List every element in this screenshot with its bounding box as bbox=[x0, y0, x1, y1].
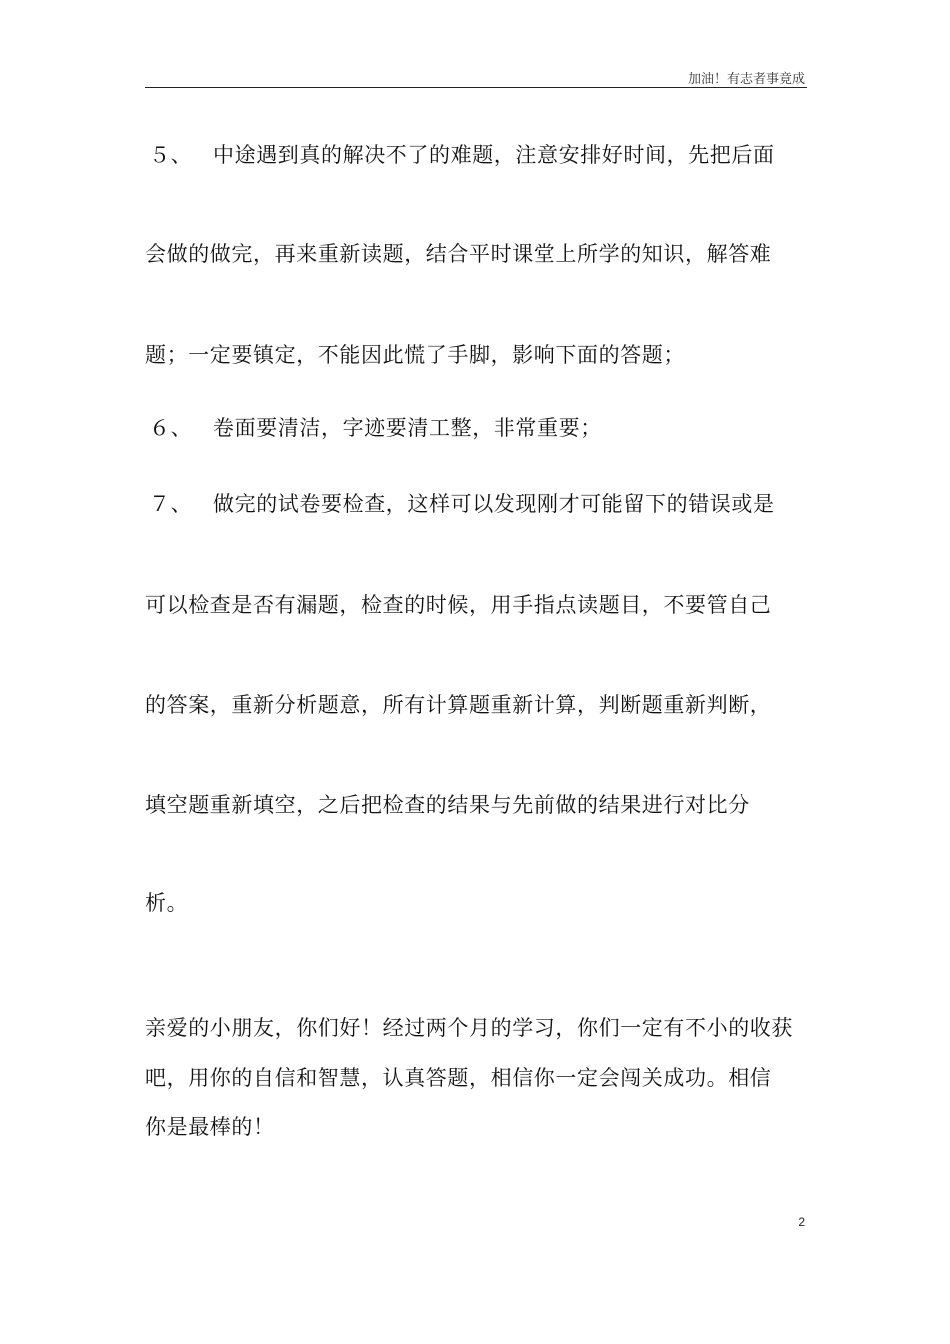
item-number: ５、 bbox=[149, 143, 193, 167]
item-5-line-3: 题；一定要镇定，不能因此慌了手脚，影响下面的答题； bbox=[145, 343, 685, 367]
item-5-line-1 bbox=[145, 139, 775, 169]
item-6-line-1 bbox=[145, 412, 602, 442]
item-number: ６、 bbox=[149, 416, 193, 440]
item-5-line-2: 会做的做完，再来重新读题，结合平时课堂上所学的知识，解答难 bbox=[145, 242, 772, 266]
page-number: 2 bbox=[798, 1215, 805, 1229]
item-text: 做完的试卷要检查，这样可以发现刚才可能留下的错误或是 bbox=[213, 492, 775, 516]
item-text: 卷面要清洁，字迹要清工整，非常重要； bbox=[213, 416, 602, 440]
item-7-line-3: 的答案，重新分析题意，所有计算题重新计算，判断题重新判断， bbox=[145, 693, 772, 717]
item-7-line-4: 填空题重新填空，之后把检查的结果与先前做的结果进行对比分 bbox=[145, 793, 750, 817]
item-7-line-1 bbox=[145, 488, 775, 518]
closing-line-3: 你是最棒的！ bbox=[145, 1115, 275, 1139]
closing-line-1: 亲爱的小朋友，你们好！经过两个月的学习，你们一定有不小的收获 bbox=[145, 1016, 793, 1040]
item-text: 中途遇到真的解决不了的难题，注意安排好时间，先把后面 bbox=[213, 143, 775, 167]
item-7-line-5: 析。 bbox=[145, 891, 189, 915]
header-divider bbox=[145, 87, 807, 88]
item-7-line-2: 可以检查是否有漏题，检查的时候，用手指点读题目，不要管自己 bbox=[145, 593, 772, 617]
item-number: ７、 bbox=[149, 492, 193, 516]
header-motto: 加油！有志者事竟成 bbox=[687, 72, 805, 87]
closing-line-2: 吧，用你的自信和智慧，认真答题，相信你一定会闯关成功。相信 bbox=[145, 1066, 772, 1090]
